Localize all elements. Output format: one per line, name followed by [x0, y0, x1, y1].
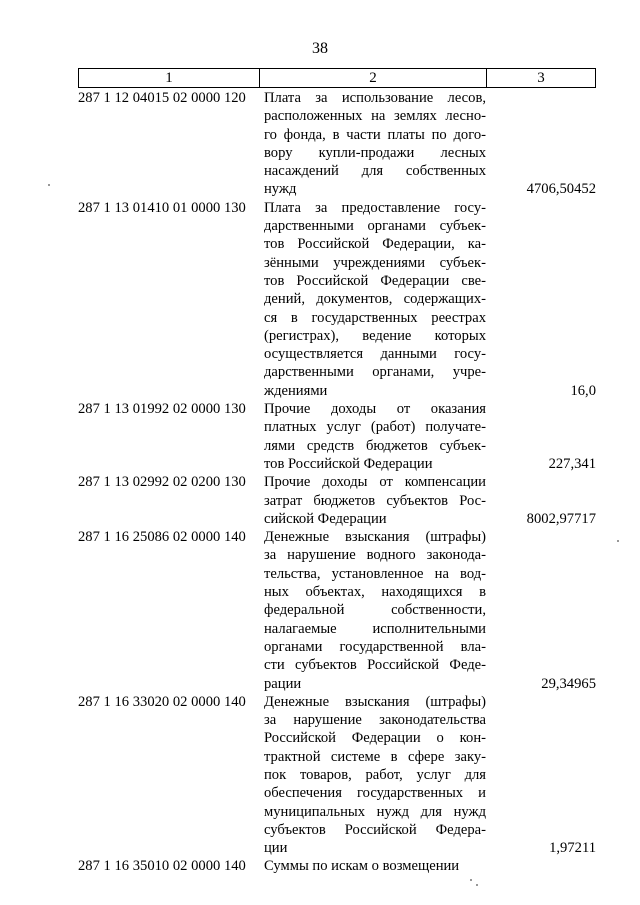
budget-code: 287 1 13 01410 01 0000 130: [78, 199, 246, 216]
amount-value: 4706,50452: [526, 181, 596, 198]
description-line: нужд: [264, 181, 297, 198]
description-line: Денежные взыскания (штрафы): [264, 693, 486, 710]
description-line: (регистрах), ведение которых: [264, 327, 486, 344]
income-description: [264, 89, 486, 199]
budget-code: 287 1 16 25086 02 0000 140: [78, 529, 246, 546]
budget-code: 287 1 16 33020 02 0000 140: [78, 693, 246, 710]
table-row: [78, 473, 596, 528]
description-line: органами государственной вла-: [264, 638, 486, 655]
income-description: [264, 473, 486, 528]
description-line: Прочие доходы от компенсации: [264, 474, 486, 491]
description-line: расположенных на землях лесно-: [264, 108, 486, 125]
description-line: федеральной собственности,: [264, 602, 486, 619]
description-line: ждениями: [264, 382, 328, 399]
table-body: [78, 89, 596, 876]
description-line: обеспечения государственных и: [264, 785, 486, 802]
income-description: [264, 400, 486, 473]
amount: [486, 857, 596, 875]
column-header-3: 3: [537, 70, 545, 86]
description-line: затрат бюджетов субъектов Рос-: [264, 492, 486, 509]
description-line: рации: [264, 675, 302, 692]
table-row: [78, 528, 596, 693]
description-line: Прочие доходы от оказания: [264, 401, 486, 418]
table-row: [78, 400, 596, 473]
description-line: Суммы по искам о возмещении: [264, 858, 460, 875]
description-line: тельства, установленное на вод-: [264, 565, 486, 582]
description-line: ся в государственных реестрах: [264, 309, 486, 326]
amount-value: 227,341: [548, 455, 596, 472]
amount: [486, 199, 596, 400]
table-row: [78, 693, 596, 858]
description-line: дарственными органами субъек-: [264, 218, 486, 235]
income-description: [264, 857, 486, 875]
scan-speck: [470, 879, 472, 881]
scan-speck: [476, 884, 478, 886]
amount-value: 16,0: [570, 382, 596, 399]
description-line: сийской Федерации: [264, 510, 387, 527]
amount-value: 8002,97717: [526, 510, 596, 527]
amount: [486, 400, 596, 473]
description-line: платных услуг (работ) получате-: [264, 419, 486, 436]
amount: [486, 89, 596, 199]
income-description: [264, 199, 486, 400]
description-line: пок товаров, работ, услуг для: [264, 766, 486, 783]
description-line: за нарушение водного законода-: [264, 547, 486, 564]
amount-value: 29,34965: [541, 675, 596, 692]
table-header-row: [78, 68, 596, 88]
budget-code: 287 1 13 02992 02 0200 130: [78, 474, 246, 491]
amount: [486, 693, 596, 858]
description-line: Плата за использование лесов,: [264, 90, 486, 106]
amount: [486, 473, 596, 528]
description-line: Денежные взыскания (штрафы): [264, 529, 486, 546]
description-line: вору купли-продажи лесных: [264, 144, 486, 161]
column-header-2: 2: [260, 69, 487, 87]
page-number: 38: [312, 40, 328, 57]
scan-speck: [48, 184, 50, 186]
scan-speck: [617, 540, 619, 542]
table-row: [78, 857, 596, 875]
description-line: лями средств бюджетов субъек-: [264, 437, 486, 454]
description-line: осуществляется данными госу-: [264, 346, 486, 363]
column-header-1: 1: [79, 69, 260, 87]
description-line: Российской Федерации о кон-: [264, 730, 486, 747]
income-description: [264, 693, 486, 858]
budget-code: 287 1 13 01992 02 0000 130: [78, 401, 246, 418]
description-line: тов Российской Федерации: [264, 455, 433, 472]
description-line: трактной системе в сфере заку-: [264, 748, 486, 765]
description-line: налагаемые исполнительными: [264, 620, 486, 637]
description-line: Плата за предоставление госу-: [264, 199, 486, 216]
description-line: насаждений для собственных: [264, 163, 486, 180]
amount-value: 1,97211: [549, 840, 596, 857]
description-line: муниципальных нужд для нужд: [264, 803, 486, 820]
description-line: тов Российской Федерации, ка-: [264, 236, 486, 253]
table-row: [78, 89, 596, 199]
description-line: дарственными органами, учре-: [264, 364, 486, 381]
description-line: за нарушение законодательства: [264, 712, 486, 729]
description-line: ции: [264, 840, 288, 857]
description-line: тов Российской Федерации све-: [264, 272, 486, 289]
description-line: дений, документов, содержащих-: [264, 291, 486, 308]
description-line: сти субъектов Российской Феде-: [264, 657, 486, 674]
description-line: субъектов Российской Федера-: [264, 821, 486, 838]
amount: [486, 528, 596, 693]
budget-code: 287 1 16 35010 02 0000 140: [78, 858, 246, 875]
income-description: [264, 528, 486, 693]
description-line: зёнными учреждениями субъек-: [264, 254, 486, 271]
description-line: го фонда, в части платы по дого-: [264, 126, 486, 143]
budget-code: 287 1 12 04015 02 0000 120: [78, 90, 246, 106]
table-row: [78, 199, 596, 400]
description-line: ных объектах, находящихся в: [264, 584, 486, 601]
